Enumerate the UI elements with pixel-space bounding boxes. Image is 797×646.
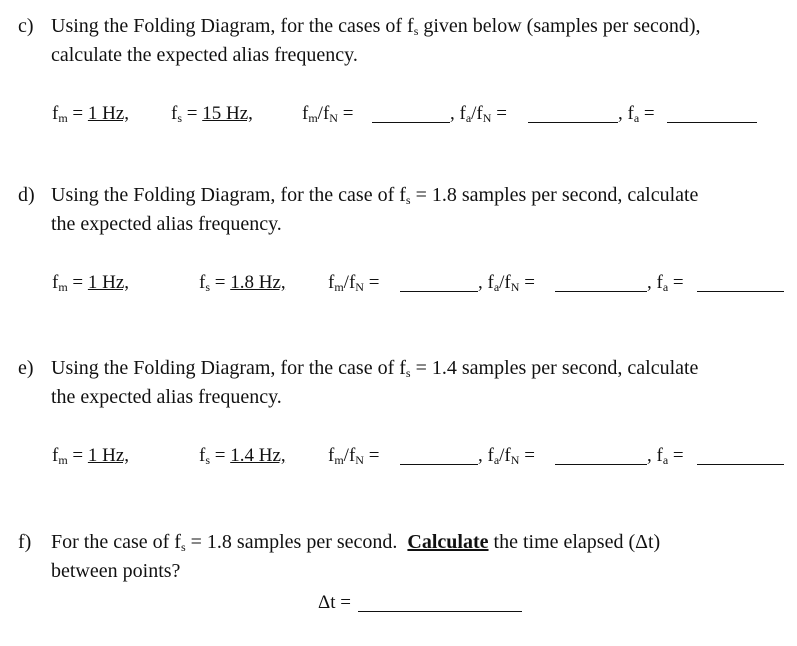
- fm-fn-ratio-blank[interactable]: [400, 444, 478, 465]
- delta-t-label: Δt =: [318, 592, 351, 613]
- fa-fn-ratio-blank[interactable]: [528, 102, 618, 123]
- fm-fn-ratio-blank[interactable]: [372, 102, 450, 123]
- question-d-text: [51, 181, 786, 239]
- fm-given: $f_m = 1$ Hz,: [52, 103, 130, 125]
- fm-fn-ratio-label: $f_m/f_N$ =: [328, 445, 380, 467]
- fm-fn-ratio-label: $f_m/f_N$ =: [302, 103, 354, 125]
- fm-fn-ratio-label: $f_m/f_N$ =: [328, 272, 380, 294]
- fs-given: $f_s = 1.4$ Hz,: [199, 445, 286, 467]
- question-f-label: f): [18, 531, 32, 553]
- fa-fn-ratio-blank[interactable]: [555, 271, 647, 292]
- question-d-line2: the expected alias frequency.: [51, 213, 282, 235]
- question-e-label: e): [18, 357, 34, 379]
- question-c-text: [51, 12, 786, 70]
- question-d-line1: Using the Folding Diagram, for the case of $f_s = 1.8$ samples per second, calculate: [51, 184, 699, 207]
- fa-fn-ratio-label: , $f_a/f_N$ =: [450, 103, 507, 125]
- question-c-label: c): [18, 15, 34, 37]
- fa-label: , $f_a$ =: [618, 103, 655, 125]
- fa-blank[interactable]: [697, 444, 784, 465]
- calculate-emphasis: Calculate: [407, 531, 489, 553]
- fa-fn-ratio-blank[interactable]: [555, 444, 647, 465]
- question-f-line2: between points?: [51, 560, 181, 582]
- fa-blank[interactable]: [667, 102, 757, 123]
- question-c-line2: calculate the expected alias frequency.: [51, 44, 358, 66]
- fs-given: $f_s = 1.8$ Hz,: [199, 272, 286, 294]
- question-c-line1: Using the Folding Diagram, for the cases of $f_s$ given below (samples per second),: [51, 15, 701, 38]
- fa-label: , $f_a$ =: [647, 445, 684, 467]
- question-d-label: d): [18, 184, 35, 206]
- question-e-line1: Using the Folding Diagram, for the case of $f_s = 1.4$ samples per second, calculate: [51, 357, 699, 380]
- fm-given: $f_m = 1$ Hz,: [52, 272, 130, 294]
- fm-given: $f_m = 1$ Hz,: [52, 445, 130, 467]
- fa-blank[interactable]: [697, 271, 784, 292]
- fa-fn-ratio-label: , $f_a/f_N$ =: [478, 272, 535, 294]
- fm-fn-ratio-blank[interactable]: [400, 271, 478, 292]
- question-e-text: [51, 354, 786, 412]
- fa-fn-ratio-label: , $f_a/f_N$ =: [478, 445, 535, 467]
- fa-label: , $f_a$ =: [647, 272, 684, 294]
- question-f-line1: For the case of $f_s = 1.8$ samples per second. Calculate the time elapsed (Δt): [51, 531, 661, 554]
- delta-t-blank[interactable]: [358, 591, 522, 612]
- question-f-text: [51, 528, 786, 586]
- question-e-line2: the expected alias frequency.: [51, 386, 282, 408]
- fs-given: $f_s = 15$ Hz,: [171, 103, 253, 125]
